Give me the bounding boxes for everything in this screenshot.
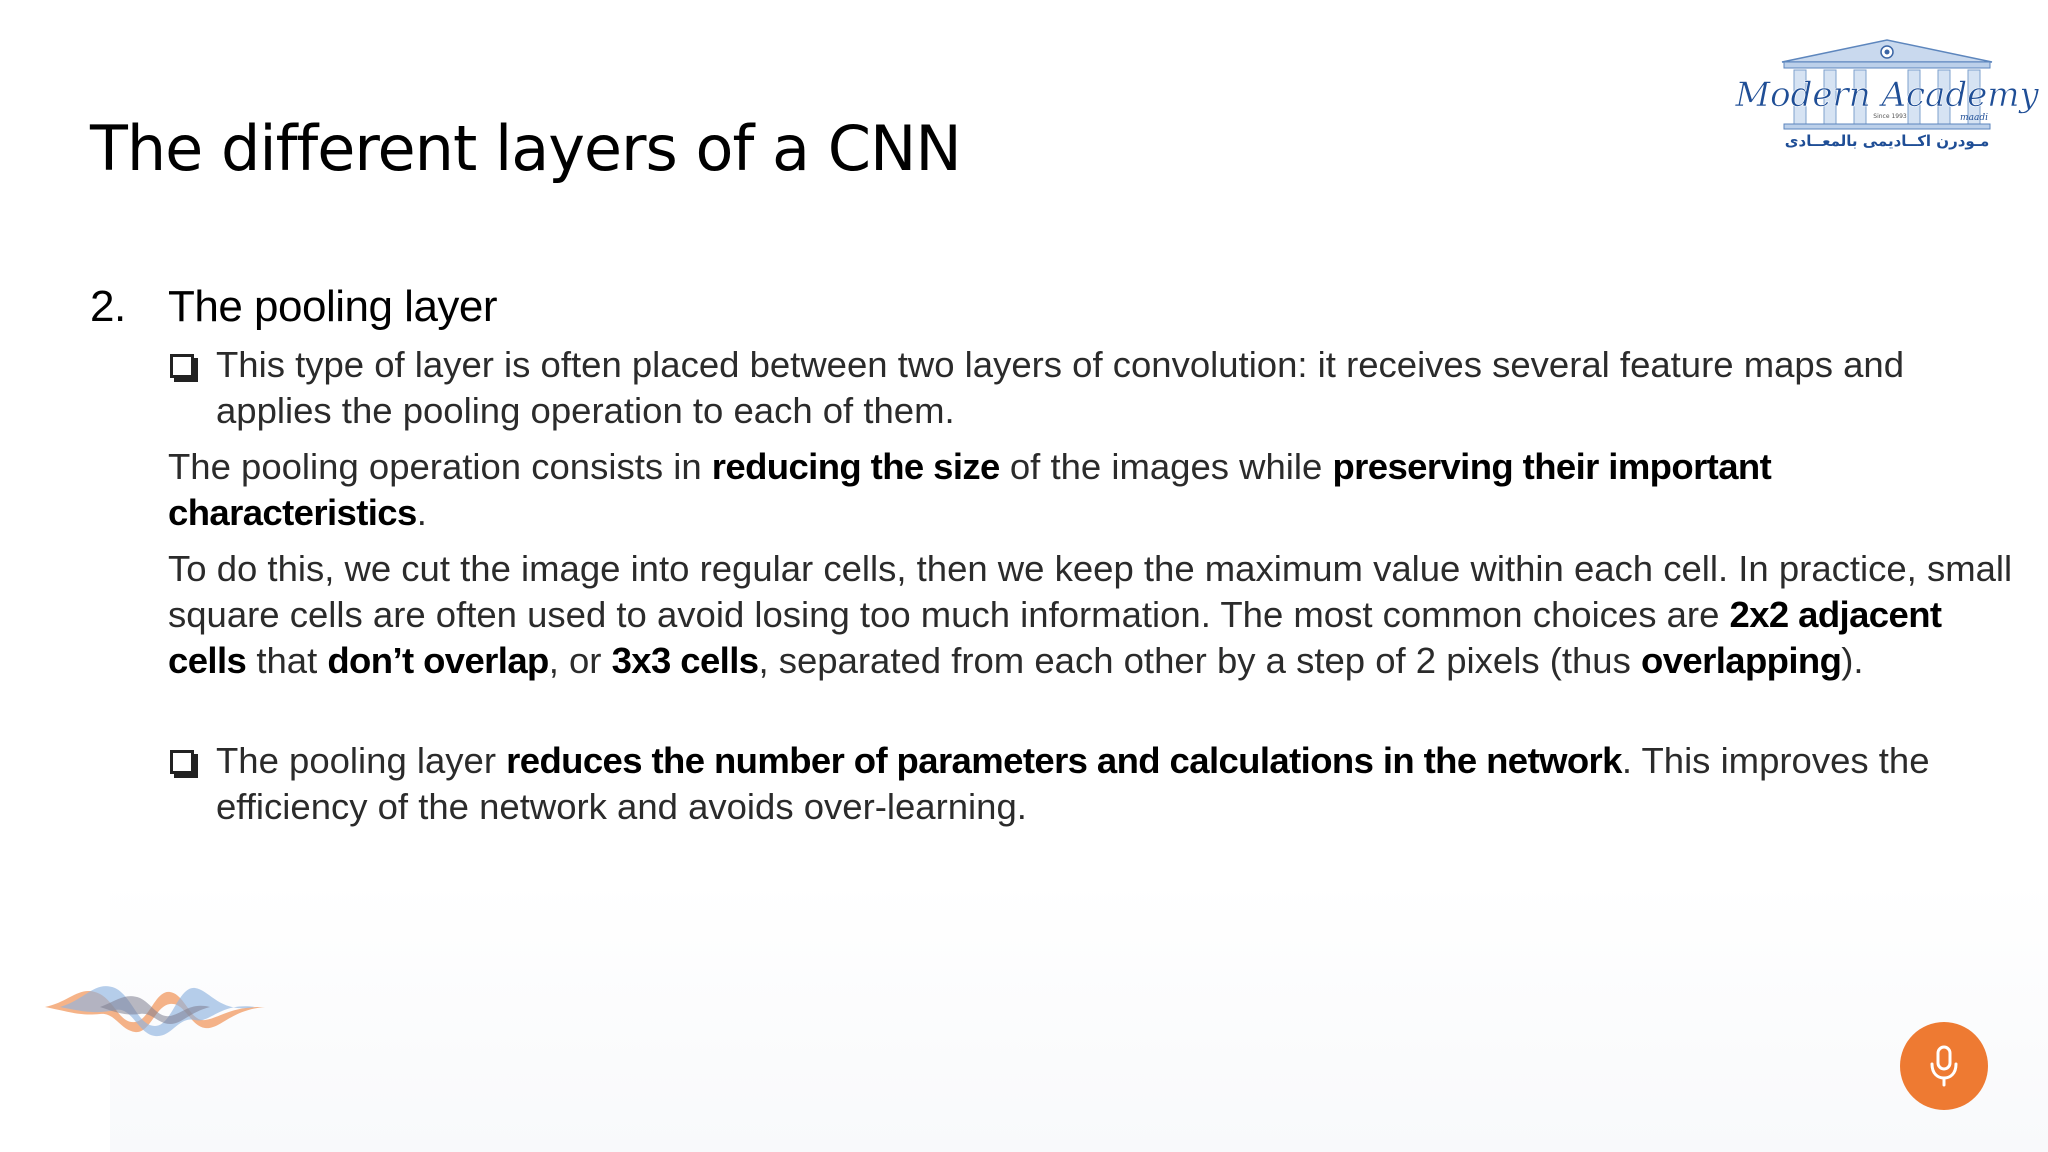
modern-academy-logo — [1735, 34, 2039, 154]
paragraph-text: that — [246, 640, 328, 681]
audio-wave-icon — [40, 972, 270, 1042]
spacer — [168, 684, 2028, 738]
bullet-text: This type of layer is often placed between two layers of convolution: it receives several feature maps and applies the pooling operation to each of them. — [216, 344, 1905, 431]
microphone-button[interactable] — [1900, 1022, 1988, 1110]
svg-text:Since 1993: Since 1993 — [1873, 113, 1907, 120]
pooling-layer-section — [90, 282, 2030, 830]
bullet-text: . This improves the efficiency of the network and avoids over-learning. — [216, 740, 1930, 827]
paragraph-bold-text: 3x3 cells — [611, 640, 759, 681]
paragraph-text: To do this, we cut the image into regular cells, then we keep the maximum value within each cell. In practice, small square cells are often used to avoid losing too much information. The most common choices are — [168, 548, 2013, 635]
section-heading — [90, 282, 2030, 332]
bullet-text: The pooling layer — [216, 740, 507, 781]
microphone-icon — [1924, 1044, 1964, 1088]
section-number: 2. — [90, 282, 126, 331]
bullet-bold-text: reduces the number of parameters and calculations in the network — [506, 740, 1622, 781]
checkbox-bullet-icon — [170, 750, 194, 774]
paragraph-text: , or — [548, 640, 612, 681]
section-content — [168, 342, 2028, 830]
paragraph-bold-text: 2x2 adjacent cells — [168, 594, 1942, 681]
paragraph-text: ). — [1841, 640, 1864, 681]
paragraph-text: The pooling operation consists in — [168, 446, 712, 487]
paragraph-bold-text: reducing the size — [711, 446, 1000, 487]
paragraph — [168, 546, 2028, 684]
bullet-item — [168, 342, 2028, 434]
section-title: The pooling layer — [168, 282, 498, 331]
background-fade — [110, 880, 2048, 1152]
bullet-item — [168, 738, 2028, 830]
paragraph-text: . — [416, 492, 427, 533]
paragraph-bold-text: preserving their important characteristics — [168, 446, 1772, 533]
slide-title: The different layers of a CNN — [90, 112, 961, 185]
svg-text:maadi: maadi — [1960, 113, 1988, 123]
paragraph — [168, 444, 2028, 536]
svg-text:Modern Academy: Modern Academy — [1735, 75, 2039, 115]
paragraph-bold-text: overlapping — [1641, 640, 1842, 681]
paragraph-text: , separated from each other by a step of 2 pixels (thus — [758, 640, 1641, 681]
paragraph-text: of the images while — [999, 446, 1333, 487]
paragraph-bold-text: don’t overlap — [327, 640, 549, 681]
svg-text:مـودرن اكــاديمى بالمعــادى: مـودرن اكــاديمى بالمعــادى — [1784, 132, 1990, 150]
checkbox-bullet-icon — [170, 354, 194, 378]
